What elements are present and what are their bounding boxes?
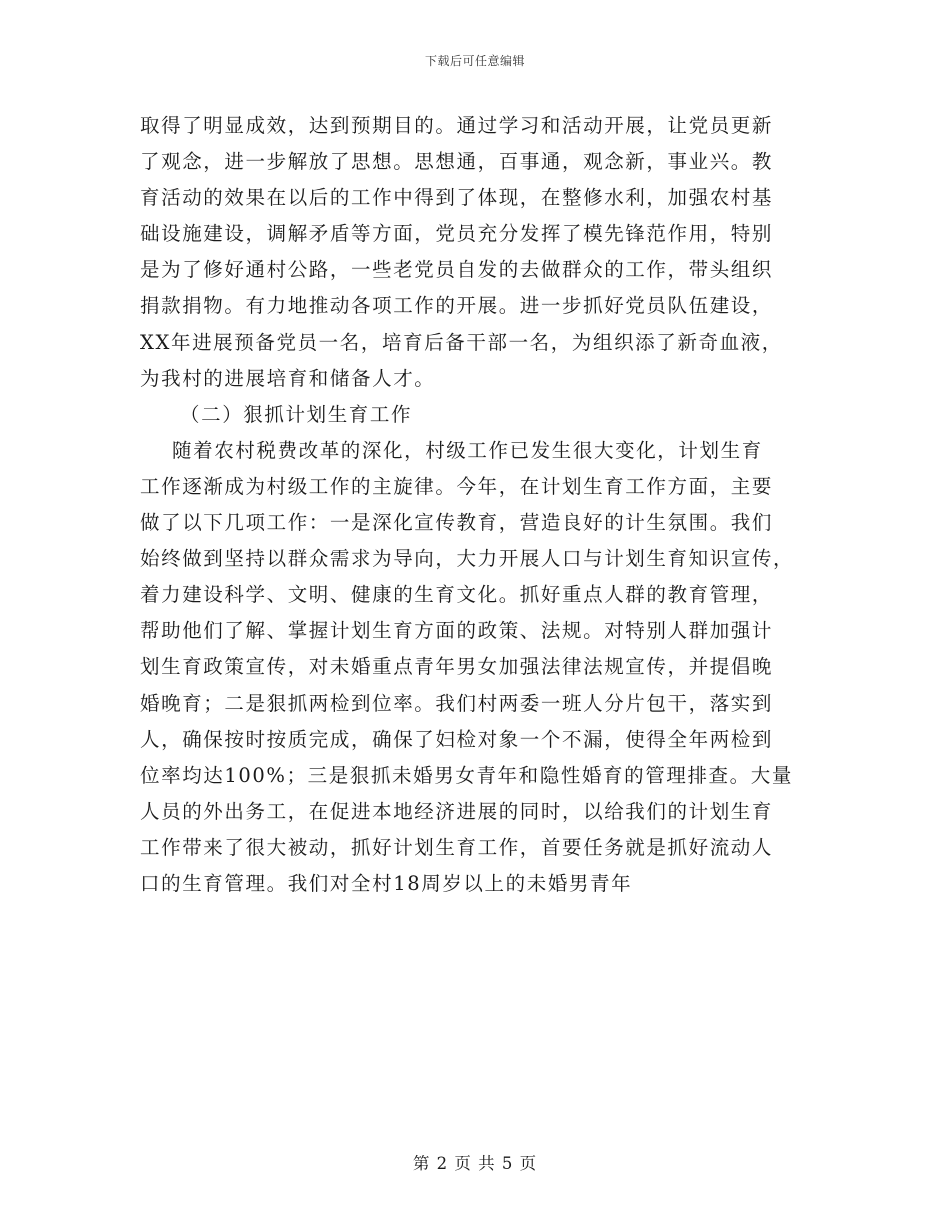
body-line: 了观念，进一步解放了思想。思想通，百事通，观念新，事业兴。教 — [140, 150, 774, 174]
body-line: 为我村的进展培育和储备人才。 — [140, 366, 436, 390]
body-line: 划生育政策宣传，对未婚重点青年男女加强法律法规宣传，并提倡晚 — [140, 655, 774, 679]
body-line: 础设施建设，调解矛盾等方面，党员充分发挥了模先锋范作用，特别 — [140, 222, 774, 246]
body-line: 口的生育管理。我们对全村18周岁以上的未婚男青年 — [140, 871, 633, 895]
body-line: 始终做到坚持以群众需求为导向，大力开展人口与计划生育知识宣传， — [140, 547, 795, 571]
body-line: 工作逐渐成为村级工作的主旋律。今年，在计划生育工作方面，主要 — [140, 474, 774, 498]
body-line: 做了以下几项工作：一是深化宣传教育，营造良好的计生氛围。我们 — [140, 511, 774, 535]
document-body — [140, 108, 820, 902]
paragraph-first-line: 随着农村税费改革的深化，村级工作已发生很大变化，计划生育 — [172, 438, 763, 462]
body-line: 捐款捐物。有力地推动各项工作的开展。进一步抓好党员队伍建设， — [140, 294, 774, 318]
body-line: XX年进展预备党员一名，培育后备干部一名，为组织添了新奇血液， — [140, 330, 783, 354]
body-line: 着力建设科学、文明、健康的生育文化。抓好重点人群的教育管理， — [140, 583, 774, 607]
body-line: 工作带来了很大被动，抓好计划生育工作，首要任务就是抓好流动人 — [140, 835, 774, 859]
body-line: 是为了修好通村公路，一些老党员自发的去做群众的工作，带头组织 — [140, 258, 774, 282]
page-number-footer: 第 2 页 共 5 页 — [412, 1154, 538, 1173]
body-line: 取得了明显成效，达到预期目的。通过学习和活动开展，让党员更新 — [140, 114, 774, 137]
body-line: 婚晚育；二是狠抓两检到位率。我们村两委一班人分片包干，落实到 — [140, 691, 774, 715]
section-heading: （二）狠抓计划生育工作 — [180, 402, 413, 426]
page-header: 下载后可任意编辑 — [424, 54, 525, 68]
body-line: 帮助他们了解、掌握计划生育方面的政策、法规。对特别人群加强计 — [140, 619, 774, 643]
body-line: 人，确保按时按质完成，确保了妇检对象一个不漏，使得全年两检到 — [140, 727, 774, 751]
body-line: 位率均达100%；三是狠抓未婚男女青年和隐性婚育的管理排查。大量 — [140, 763, 793, 787]
body-line: 人员的外出务工，在促进本地经济进展的同时，以给我们的计划生育 — [140, 799, 774, 823]
body-line: 育活动的效果在以后的工作中得到了体现，在整修水利，加强农村基 — [140, 186, 774, 210]
